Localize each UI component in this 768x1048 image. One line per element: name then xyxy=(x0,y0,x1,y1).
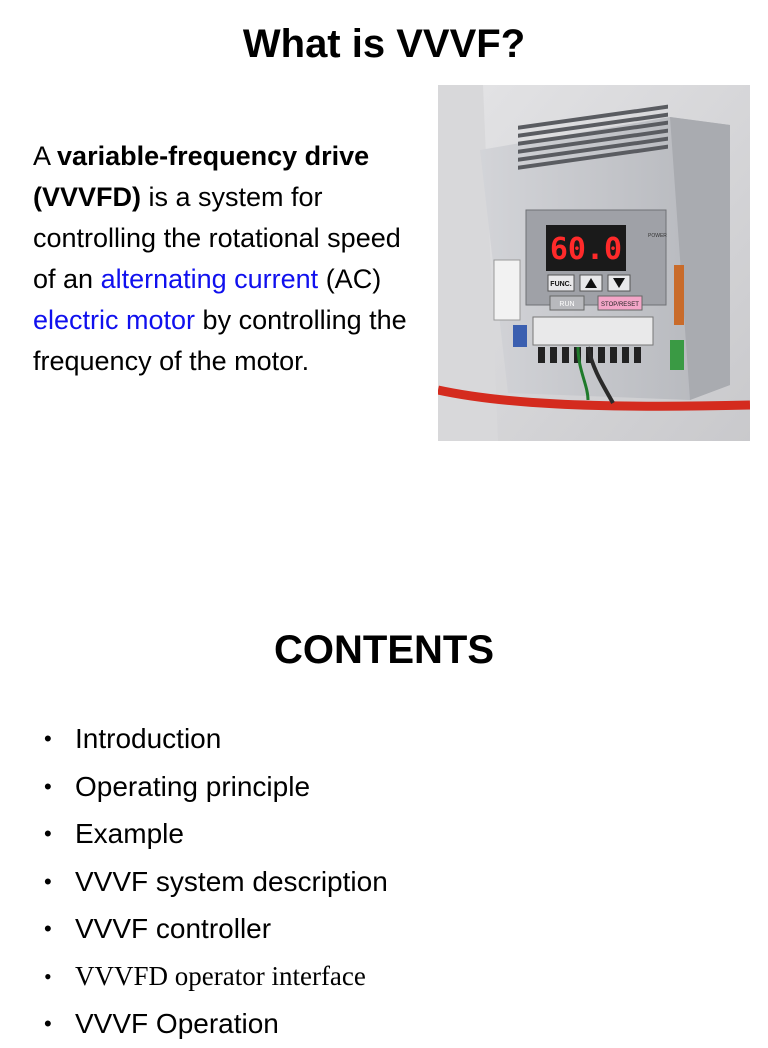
bullet-glyph: • xyxy=(44,821,52,846)
list-item-text: Introduction xyxy=(75,723,222,754)
bullet-glyph: • xyxy=(44,963,52,989)
slide-title: What is VVVF? xyxy=(242,22,526,66)
list-item xyxy=(44,858,388,906)
list-item xyxy=(44,715,388,763)
list-item-text: Example xyxy=(75,818,184,849)
text-span: by controlling the frequency of the motor. xyxy=(33,305,407,376)
vfd-device-photo xyxy=(438,85,750,441)
stop-reset-key-label: STOP/RESET xyxy=(601,302,639,308)
terminal-strip xyxy=(533,317,653,345)
definition-paragraph xyxy=(33,136,428,382)
run-key-label: RUN xyxy=(559,301,575,308)
text-span: (AC) xyxy=(318,264,382,294)
list-item xyxy=(44,810,388,858)
bullet-glyph: • xyxy=(44,773,52,799)
term-bold: variable-frequency drive (VVVFD) xyxy=(33,141,370,212)
green-connector xyxy=(670,340,684,370)
list-item-text: VVVF Operation xyxy=(75,1008,279,1039)
bullet-glyph: • xyxy=(44,916,52,941)
bullet-glyph: • xyxy=(44,868,52,894)
contents-list xyxy=(44,715,388,1048)
text-span: is a system for controlling the rotational speed of an xyxy=(33,182,401,294)
list-item xyxy=(44,953,388,1001)
text-span: A xyxy=(33,141,58,171)
slide-title: CONTENTS xyxy=(274,628,494,672)
blue-connector xyxy=(513,325,527,347)
warning-sticker xyxy=(494,260,520,320)
alternating-current-link[interactable]: alternating current xyxy=(100,264,319,294)
func-key-label: FUNC. xyxy=(550,281,572,288)
list-item xyxy=(44,763,388,811)
list-item-text: VVVF controller xyxy=(75,913,272,944)
power-label: POWER xyxy=(648,233,667,239)
list-item xyxy=(44,905,388,953)
side-connector xyxy=(674,265,684,325)
list-item-text: VVVF system description xyxy=(75,865,388,897)
list-item-text: Operating principle xyxy=(75,770,311,802)
list-item-text: VVVFD operator interface xyxy=(75,960,366,991)
electric-motor-link[interactable]: electric motor xyxy=(33,305,196,335)
bullet-glyph: • xyxy=(44,726,52,751)
led-readout: 60.0 xyxy=(549,232,623,267)
bullet-glyph: • xyxy=(44,1011,52,1036)
slide-contents xyxy=(0,600,768,1039)
